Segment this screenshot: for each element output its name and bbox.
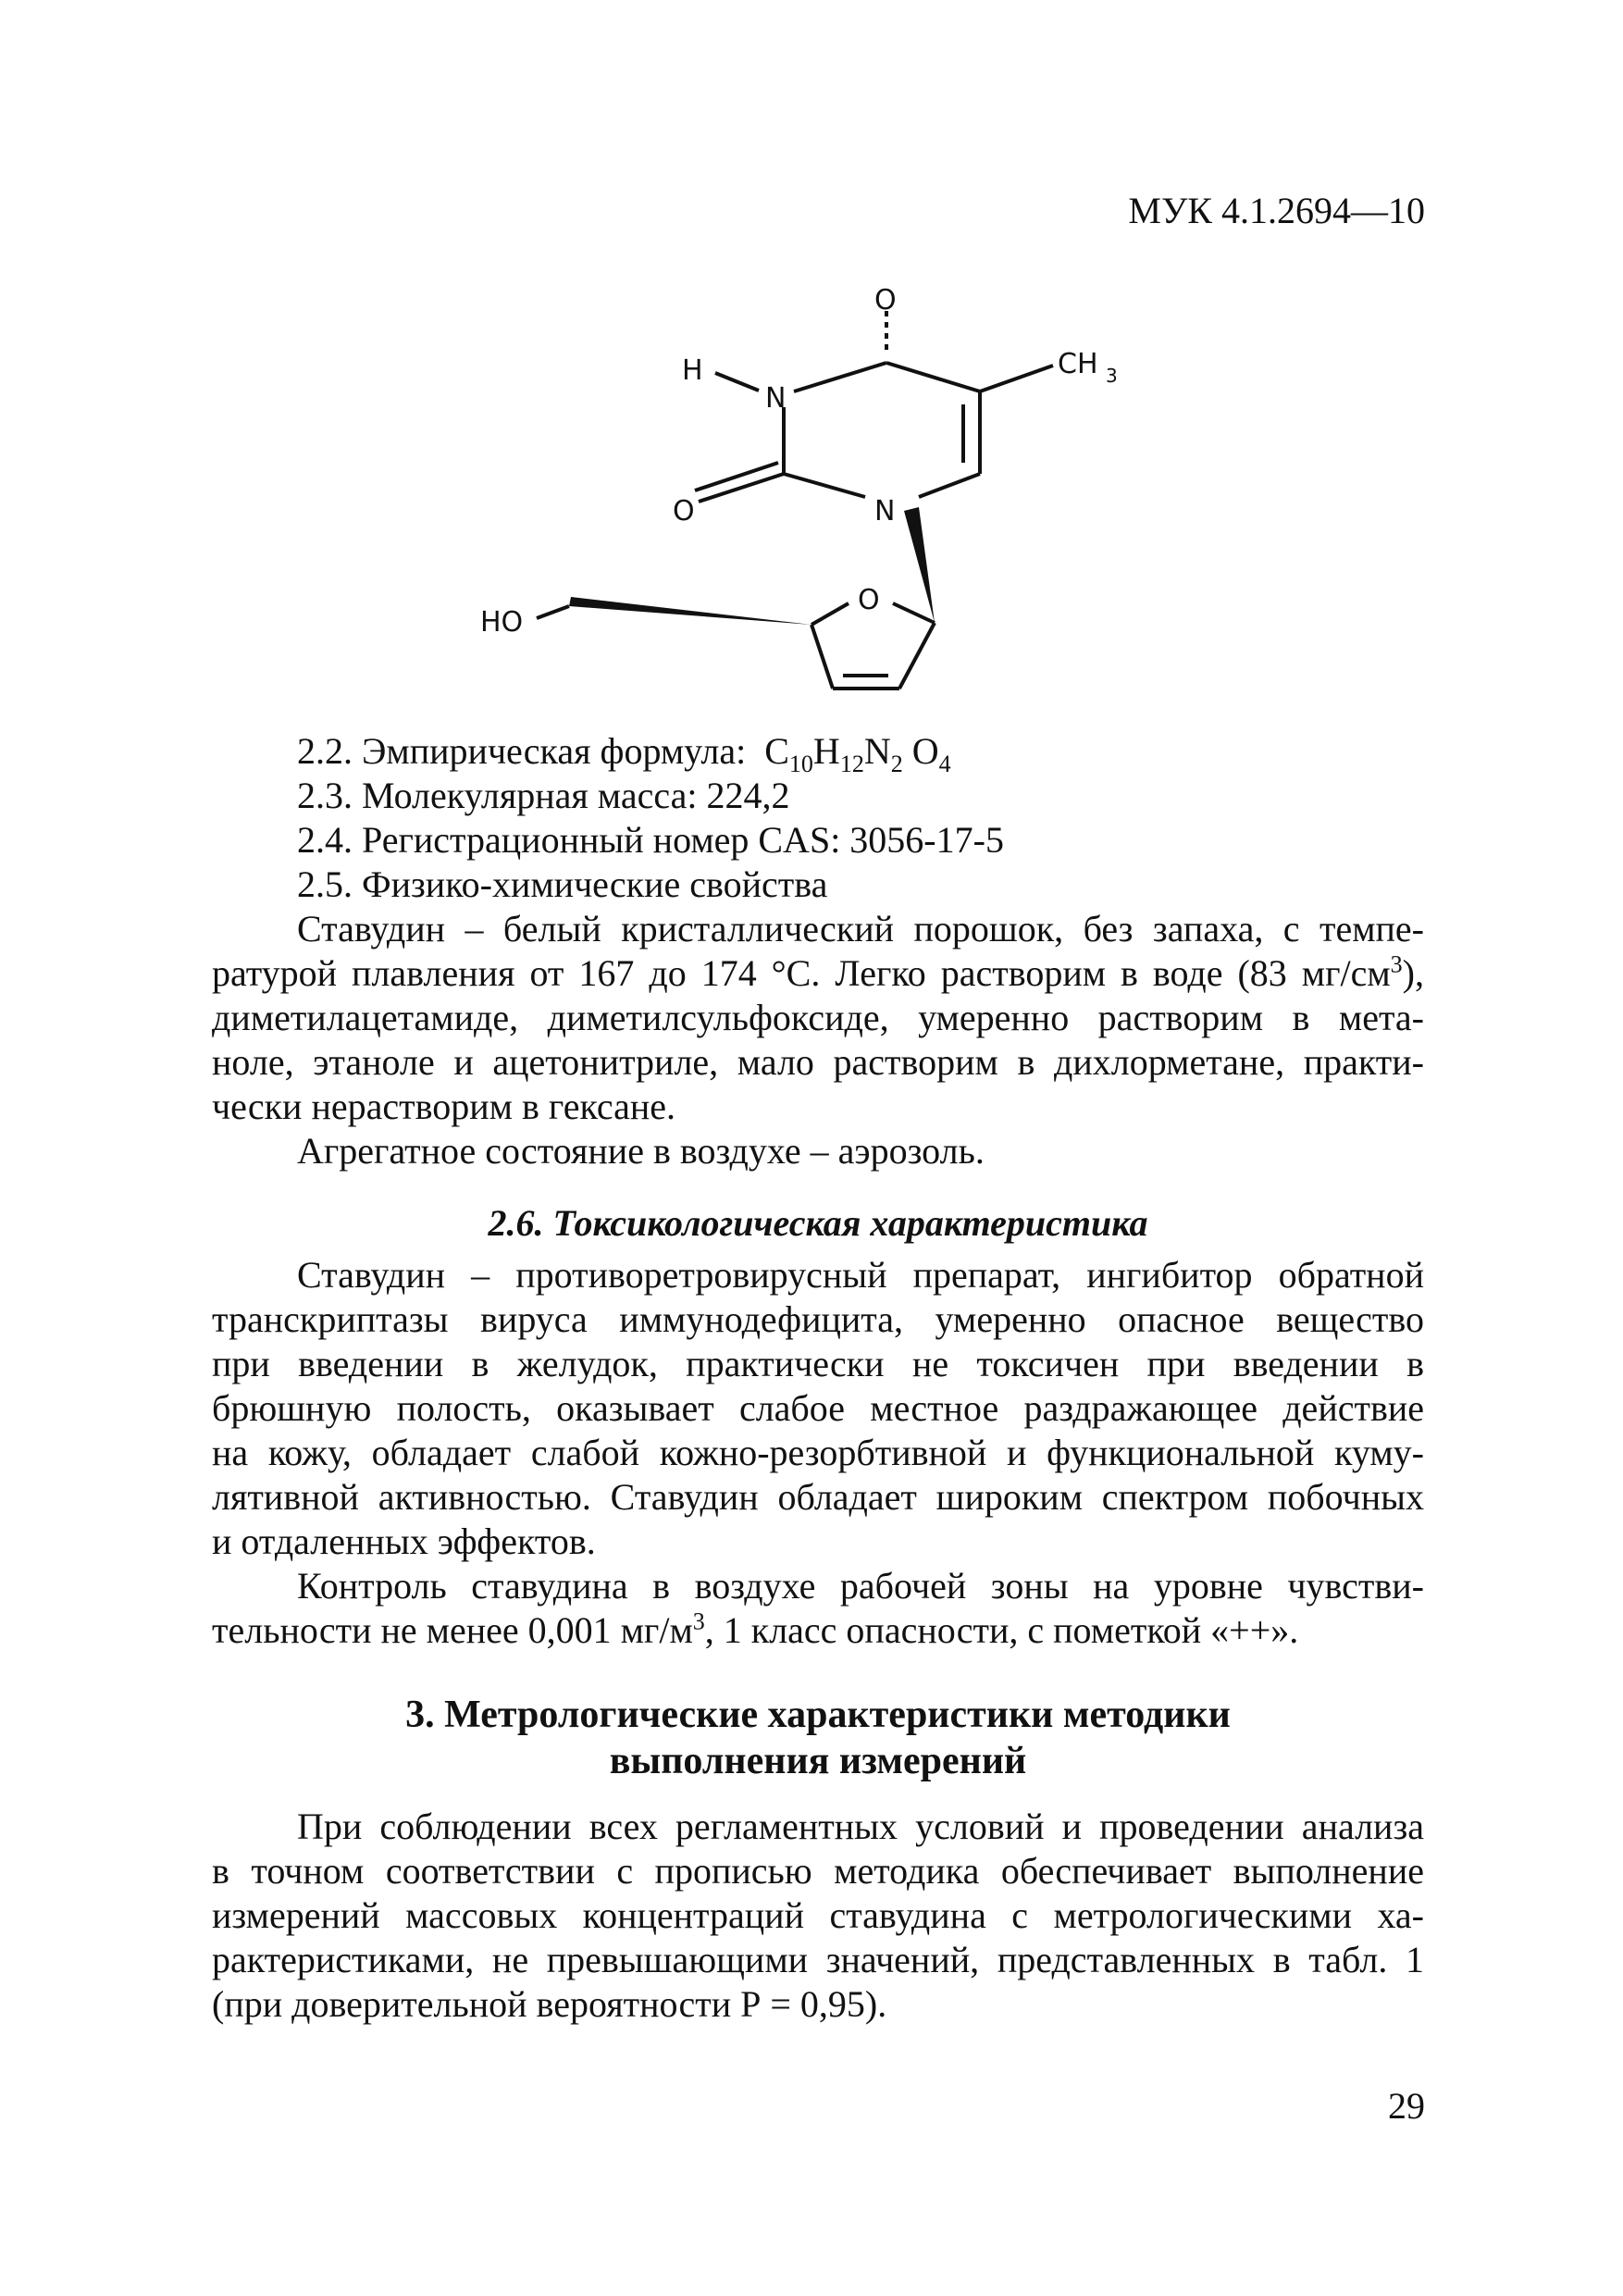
atom-o-ring: O (858, 584, 880, 616)
text-line: лятивной активностью. Ставудин обладает широким спектром побочных (212, 1476, 1424, 1518)
page-number: 29 (1388, 2085, 1425, 2127)
item-empirical-formula (212, 729, 1424, 777)
atom-o-carbonyl-top: O (874, 284, 897, 316)
atom-ho: HO (480, 606, 524, 639)
text-line: Ставудин – противоретровирусный препарат, ингибитор обратной (297, 1254, 1424, 1296)
stavudine-structure-diagram (467, 278, 1171, 713)
item-molecular-mass: 2.3. Молекулярная масса: 224,2 (297, 775, 790, 816)
physchem-paragraph (212, 907, 1424, 1173)
text-line: ратурой плавления от 167 до 174 °С. Легко растворим в воде (83 $мг/см^3$), (212, 950, 1424, 994)
document-code: МУК 4.1.2694—10 (1128, 190, 1425, 231)
item-cas-number: 2.4. Регистрационный номер CAS: 3056-17-5 (297, 819, 1004, 861)
toxicology-heading: 2.6. Токсикологическая характеристика (488, 1202, 1148, 1244)
atom-n1: N (874, 495, 896, 527)
item-physchem-heading: 2.5. Физико-химические свойства (297, 863, 828, 905)
text-line: Контроль ставудина в воздухе рабочей зоны на уровне чувстви- (297, 1565, 1424, 1607)
section-3-heading-line1: 3. Метрологические характеристики методики (405, 1694, 1231, 1736)
properties-list (212, 729, 1424, 907)
text-line: при введении в желудок, практически не токсичен при введении в (212, 1343, 1424, 1384)
text-line: и отдаленных эффектов. (212, 1520, 596, 1562)
text-line: на кожу, обладает слабой кожно-резорбтивной и функциональной куму- (212, 1432, 1424, 1473)
section-3 (212, 1692, 1424, 2027)
atom-o-carbonyl-left: O (673, 495, 695, 527)
text-line: Ставудин – белый кристаллический порошок, без запаха, с темпе- (297, 908, 1424, 949)
atom-ch3-subscript: 3 (1106, 365, 1118, 387)
empirical-formula-label: 2.2. Эмпирическая формула: (297, 730, 747, 772)
text-line: транскриптазы вируса иммунодефицита, умеренно опасное вещество (212, 1298, 1424, 1340)
text-line: измерений массовых концентраций ставудина с метрологическими ха- (212, 1894, 1424, 1936)
atom-n3: N (765, 382, 787, 415)
text-line: в точном соответствии с прописью методика обеспечивает выполнение (212, 1850, 1424, 1892)
atom-h: H (682, 354, 703, 387)
section-3-heading-line2: выполнения измерений (609, 1740, 1027, 1782)
text-line: (при доверительной вероятности Р = 0,95). (212, 1983, 887, 2025)
text-line: При соблюдении всех регламентных условий и проведении анализа (297, 1806, 1424, 1847)
text-line-aggregate-state: Агрегатное состояние в воздухе – аэрозоль. (297, 1130, 985, 1172)
text-line: тельности не менее 0,001 $мг/м^3$, 1 класс опасности, с пометкой «++». (212, 1607, 1299, 1651)
toxicology-section (212, 1201, 1424, 1653)
text-line: диметилацетамиде, диметилсульфоксиде, умеренно растворим в мета- (212, 997, 1424, 1038)
text-line: рактеристиками, не превышающими значений, представленных в табл. 1 (212, 1939, 1424, 1980)
text-line: брюшную полость, оказывает слабое местное раздражающее действие (212, 1387, 1424, 1429)
atom-ch3: CH (1058, 348, 1098, 380)
empirical-formula: $C_{10}H_{12}N_2$ $O_4$ (764, 730, 951, 777)
text-line: чески нерастворим в гексане. (212, 1086, 676, 1127)
text-line: ноле, этаноле и ацетонитриле, мало растворим в дихлорметане, практи- (212, 1041, 1424, 1083)
